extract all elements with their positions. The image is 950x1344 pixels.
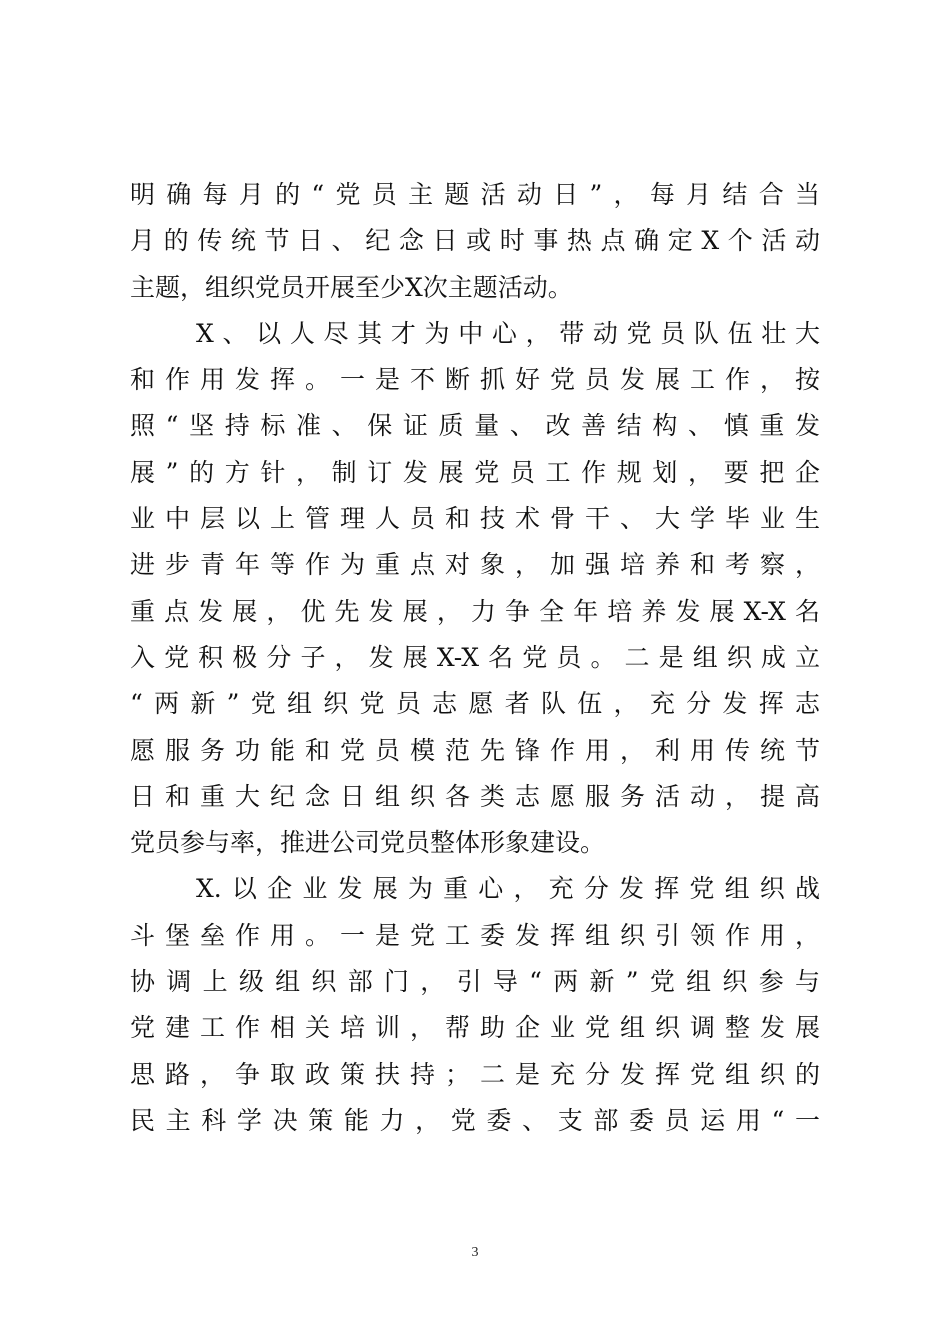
- text-line: 业中层以上管理人员和技术骨干、大学毕业生: [130, 504, 820, 534]
- text-line: 重点发展，优先发展，力争全年培养发展X-X名: [130, 596, 820, 626]
- paragraph-1: [130, 172, 820, 311]
- text-line: 日和重大纪念日组织各类志愿服务活动，提高: [130, 781, 820, 811]
- paragraph-2: [130, 311, 820, 867]
- text-line: 和作用发挥。一是不断抓好党员发展工作，按: [130, 365, 820, 395]
- text-line: 党员参与率，推进公司党员整体形象建设。: [130, 828, 606, 858]
- text-line: “两新”党组织党员志愿者队伍，充分发挥志: [130, 689, 820, 719]
- text-line: 照“坚持标准、保证质量、改善结构、慎重发: [130, 411, 820, 441]
- text-line: 进步青年等作为重点对象，加强培养和考察，: [130, 550, 820, 580]
- text-line: 斗堡垒作用。一是党工委发挥组织引领作用，: [130, 920, 820, 950]
- document-body: [130, 172, 820, 1144]
- text-line: 思路，争取政策扶持；二是充分发挥党组织的: [130, 1059, 820, 1089]
- text-line: 党建工作相关培训，帮助企业党组织调整发展: [130, 1013, 820, 1043]
- text-line: 愿服务功能和党员模范先锋作用，利用传统节: [130, 735, 820, 765]
- text-line: 协调上级组织部门，引导“两新”党组织参与: [130, 967, 820, 997]
- page-number: 3: [471, 1245, 479, 1260]
- text-line: 月的传统节日、纪念日或时事热点确定X个活动: [130, 226, 820, 256]
- text-line: X.以企业发展为重心，充分发挥党组织战: [196, 874, 820, 904]
- text-line: 入党积极分子，发展X-X名党员。二是组织成立: [130, 642, 820, 672]
- text-line: 主题，组织党员开展至少X次主题活动。: [130, 272, 573, 302]
- text-line: 展”的方针，制订发展党员工作规划，要把企: [130, 457, 820, 487]
- text-line: 民主科学决策能力，党委、支部委员运用“一: [130, 1105, 820, 1135]
- paragraph-3: [130, 866, 820, 1144]
- text-line: 明确每月的“党员主题活动日”，每月结合当: [130, 180, 820, 209]
- text-line: X、以人尽其才为中心，带动党员队伍壮大: [196, 318, 820, 348]
